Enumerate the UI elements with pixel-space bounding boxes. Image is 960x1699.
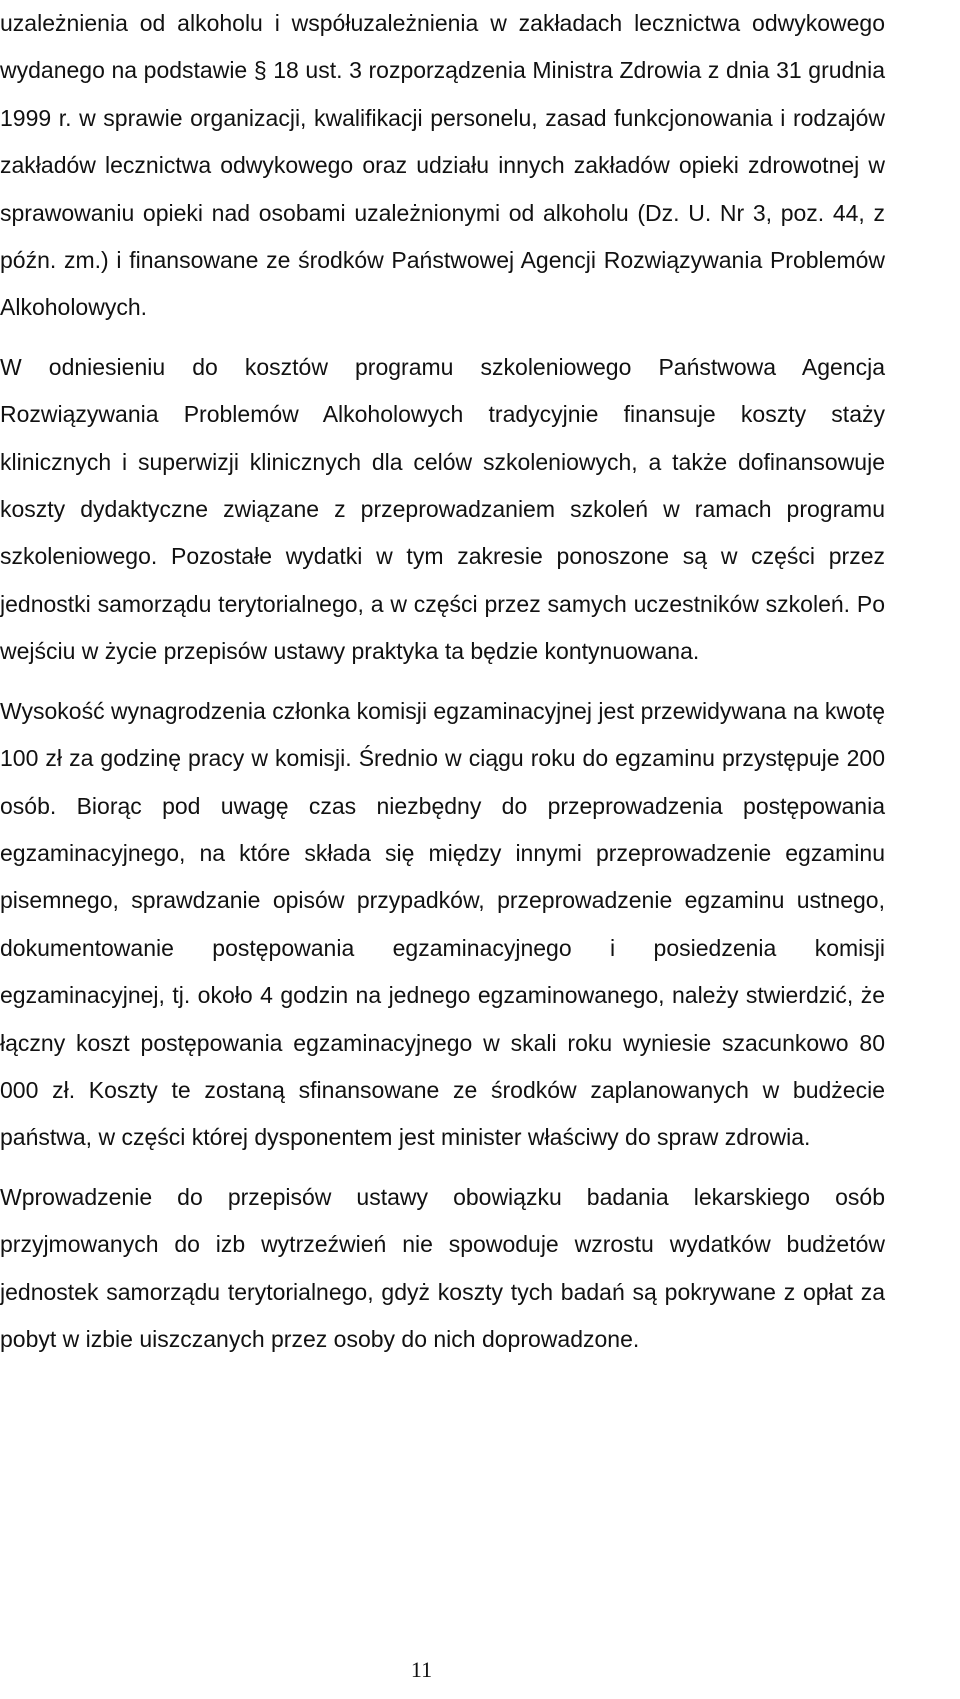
paragraph-training-costs: W odniesieniu do kosztów programu szkoleniowego Państwowa Agencja Rozwiązywania Problemów Alkoholowych tradycyjnie finansuje koszty staży klinicznych i superwizji klinicznych dla celów szkoleniowych, a także dofinansowuje koszty dydaktyczne związane z przeprowadzaniem szkoleń w ramach programu szkoleniowego. Pozostałe wydatki w tym zakresie ponoszone są w części przez jednostki samorządu terytorialnego, a w części przez samych uczestników szkoleń. Po wejściu w życie przepisów ustawy praktyka ta będzie kontynuowana. xyxy=(0,353,885,665)
page-number: 11 xyxy=(410,1657,433,1682)
paragraph-regulation-reference: uzależnienia od alkoholu i współuzależnienia w zakładach lecznictwa odwykowego wydanego na podstawie § 18 ust. 3 rozporządzenia Ministra Zdrowia z dnia 31 grudnia 1999 r. w sprawie organizacji, kwalifikacji personelu, zasad funkcjonowania i rodzajów zakładów lecznictwa odwykowego oraz udziału innych zakładów opieki zdrowotnej w sprawowaniu opieki nad osobami uzależnionymi od alkoholu (Dz. U. Nr 3, poz. 44, z późn. zm.) i finansowane ze środków Państwowej Agencji Rozwiązywania Problemów Alkoholowych. xyxy=(0,10,885,321)
paragraph-examination-costs: Wysokość wynagrodzenia członka komisji egzaminacyjnej jest przewidywana na kwotę 100 zł za godzinę pracy w komisji. Średnio w ciągu roku do egzaminu przystępuje 200 osób. Biorąc pod uwagę czas niezbędny do przeprowadzenia postępowania egzaminacyjnego, na które składa się między innymi przeprowadzenie egzaminu pisemnego, sprawdzanie opisów przypadków, przeprowadzenie egzaminu ustnego, dokumentowanie postępowania egzaminacyjnego i posiedzenia komisji egzaminacyjnej, tj. około 4 godzin na jednego egzaminowanego, należy stwierdzić, że łączny koszt postępowania egzaminacyjnego w skali roku wyniesie szacunkowo 80 000 zł. Koszty te zostaną sfinansowane ze środków zaplanowanych w budżecie państwa, w części której dysponentem jest minister właściwy do spraw zdrowia. xyxy=(0,697,885,1151)
paragraph-sobering-station: Wprowadzenie do przepisów ustawy obowiązku badania lekarskiego osób przyjmowanych do izb wytrzeźwień nie spowoduje wzrostu wydatków budżetów jednostek samorządu terytorialnego, gdyż koszty tych badań są pokrywane z opłat za pobyt w izbie uiszczanych przez osoby do nich doprowadzone. xyxy=(0,1183,885,1352)
